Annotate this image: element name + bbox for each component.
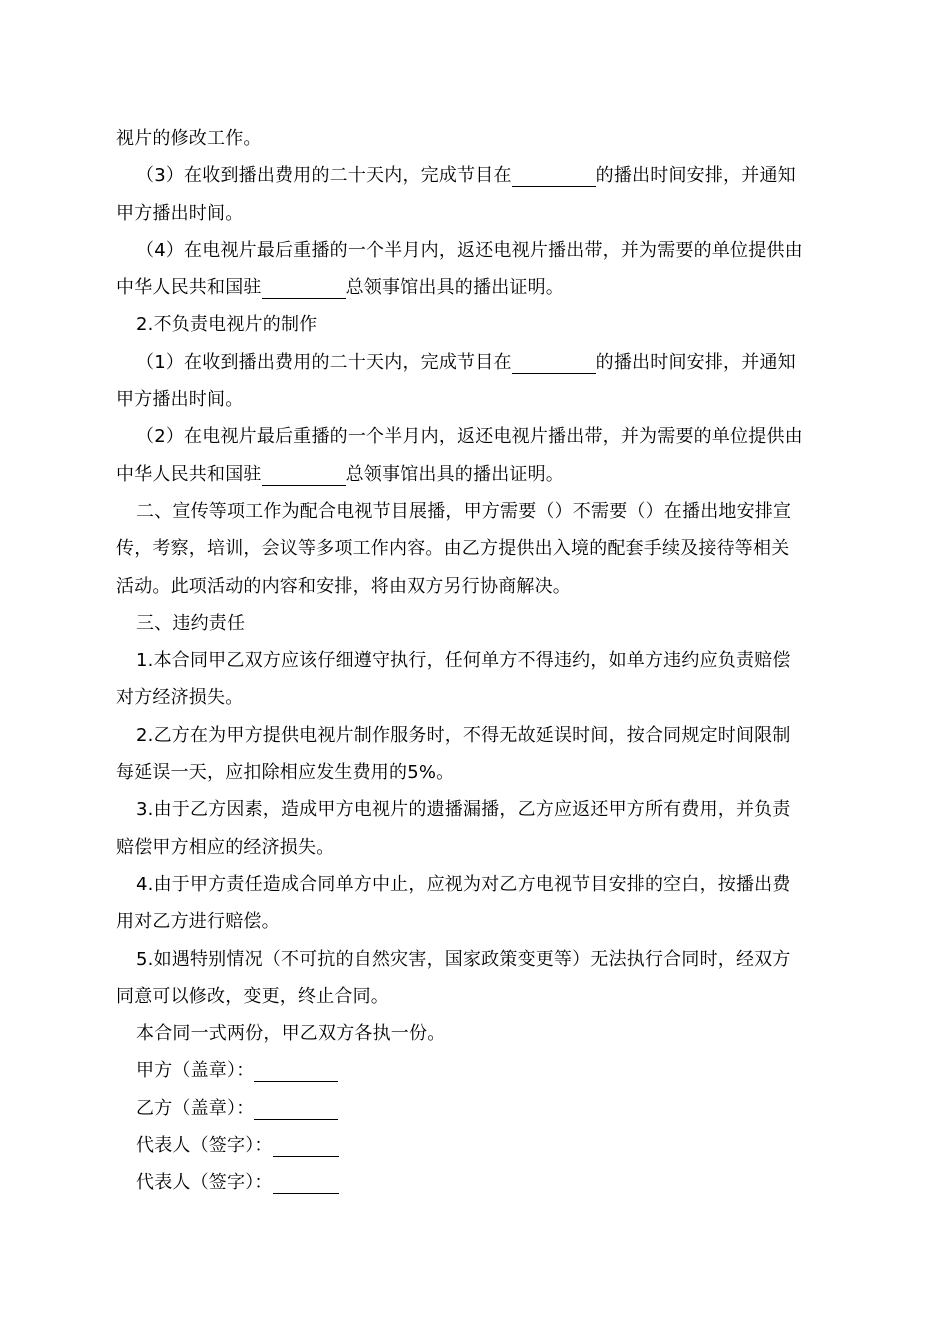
text-line: [116, 269, 836, 306]
text-line: [116, 344, 836, 381]
line-text: 总领事馆出具的播出证明。: [345, 463, 565, 485]
line-text: 同意可以修改，变更，终止合同。: [116, 985, 389, 1007]
line-text: 二、宣传等项工作为配合电视节目展播，甲方需要（）不需要（）在播出地安排宣: [136, 500, 792, 522]
line-text: （1）在收到播出费用的二十天内，完成节目在: [136, 351, 512, 373]
signature-blank[interactable]: [254, 1097, 338, 1120]
text-line: [116, 381, 836, 418]
line-text: 1.本合同甲乙双方应该仔细遵守执行，任何单方不得违约，如单方违约应负责赔偿: [136, 650, 791, 672]
text-line: [116, 642, 836, 679]
text-line: [116, 418, 836, 455]
contract-body: [116, 120, 836, 1202]
fill-in-blank[interactable]: [512, 164, 596, 187]
signature-blank[interactable]: [273, 1171, 339, 1194]
text-line: [116, 829, 836, 866]
signature-party-a: [116, 1052, 836, 1089]
text-line: [116, 306, 836, 343]
text-line: [116, 754, 836, 791]
signature-representative: [116, 1164, 836, 1201]
line-text: 甲方（盖章）：: [136, 1060, 255, 1082]
line-text: 的播出时间安排，并通知: [595, 351, 796, 373]
signature-blank[interactable]: [273, 1134, 339, 1157]
line-text: 甲方播出时间。: [116, 389, 244, 411]
fill-in-blank[interactable]: [512, 351, 596, 374]
line-text: 总领事馆出具的播出证明。: [345, 277, 565, 299]
section-heading: [116, 605, 836, 642]
line-text: 三、违约责任: [136, 612, 246, 634]
line-text: 代表人（签字）：: [136, 1172, 273, 1194]
line-text: 甲方播出时间。: [116, 202, 244, 224]
line-text: 本合同一式两份，甲乙双方各执一份。: [136, 1023, 446, 1045]
line-text: 2.不负责电视片的制作: [136, 314, 318, 336]
text-line: [116, 195, 836, 232]
line-text: 赔偿甲方相应的经济损失。: [116, 836, 335, 858]
line-text: （4）在电视片最后重播的一个半月内，返还电视片播出带，并为需要的单位提供由: [136, 239, 803, 261]
text-line: [116, 866, 836, 903]
line-text: 用对乙方进行赔偿。: [116, 911, 280, 933]
line-text: 代表人（签字）：: [136, 1135, 273, 1157]
line-text: 5.如遇特别情况（不可抗的自然灾害，国家政策变更等）无法执行合同时，经双方: [136, 948, 791, 970]
line-text: 中华人民共和国驻: [116, 463, 262, 485]
line-text: 3.由于乙方因素，造成甲方电视片的遗播漏播，乙方应返还甲方所有费用，并负责: [136, 799, 791, 821]
fill-in-blank[interactable]: [262, 463, 346, 486]
line-text: 传，考察，培训，会议等多项工作内容。由乙方提供出入境的配套手续及接待等相关: [116, 538, 790, 560]
text-line: [116, 493, 836, 530]
line-text: 活动。此项活动的内容和安排，将由双方另行协商解决。: [116, 575, 571, 597]
text-line: [116, 1015, 836, 1052]
text-line: [116, 717, 836, 754]
signature-representative: [116, 1127, 836, 1164]
line-text: 乙方（盖章）：: [136, 1097, 255, 1119]
text-line: [116, 679, 836, 716]
text-line: [116, 978, 836, 1015]
line-text: 对方经济损失。: [116, 687, 244, 709]
text-line: [116, 903, 836, 940]
text-line: [116, 530, 836, 567]
fill-in-blank[interactable]: [262, 276, 346, 299]
line-text: （3）在收到播出费用的二十天内，完成节目在: [136, 165, 512, 187]
text-line: [116, 456, 836, 493]
line-text: 2.乙方在为甲方提供电视片制作服务时，不得无故延误时间，按合同规定时间限制: [136, 724, 791, 746]
line-text: 视片的修改工作。: [116, 128, 262, 149]
signature-party-b: [116, 1090, 836, 1127]
text-line: [116, 157, 836, 194]
signature-blank[interactable]: [254, 1059, 338, 1082]
text-line: [116, 791, 836, 828]
line-text: 每延误一天，应扣除相应发生费用的5%。: [116, 762, 455, 784]
line-text: 的播出时间安排，并通知: [595, 165, 796, 187]
line-text: （2）在电视片最后重播的一个半月内，返还电视片播出带，并为需要的单位提供由: [136, 426, 803, 448]
line-text: 4.由于甲方责任造成合同单方中止，应视为对乙方电视节目安排的空白，按播出费: [136, 873, 791, 895]
text-line: [116, 120, 836, 157]
line-text: 中华人民共和国驻: [116, 277, 262, 299]
text-line: [116, 941, 836, 978]
text-line: [116, 568, 836, 605]
text-line: [116, 232, 836, 269]
